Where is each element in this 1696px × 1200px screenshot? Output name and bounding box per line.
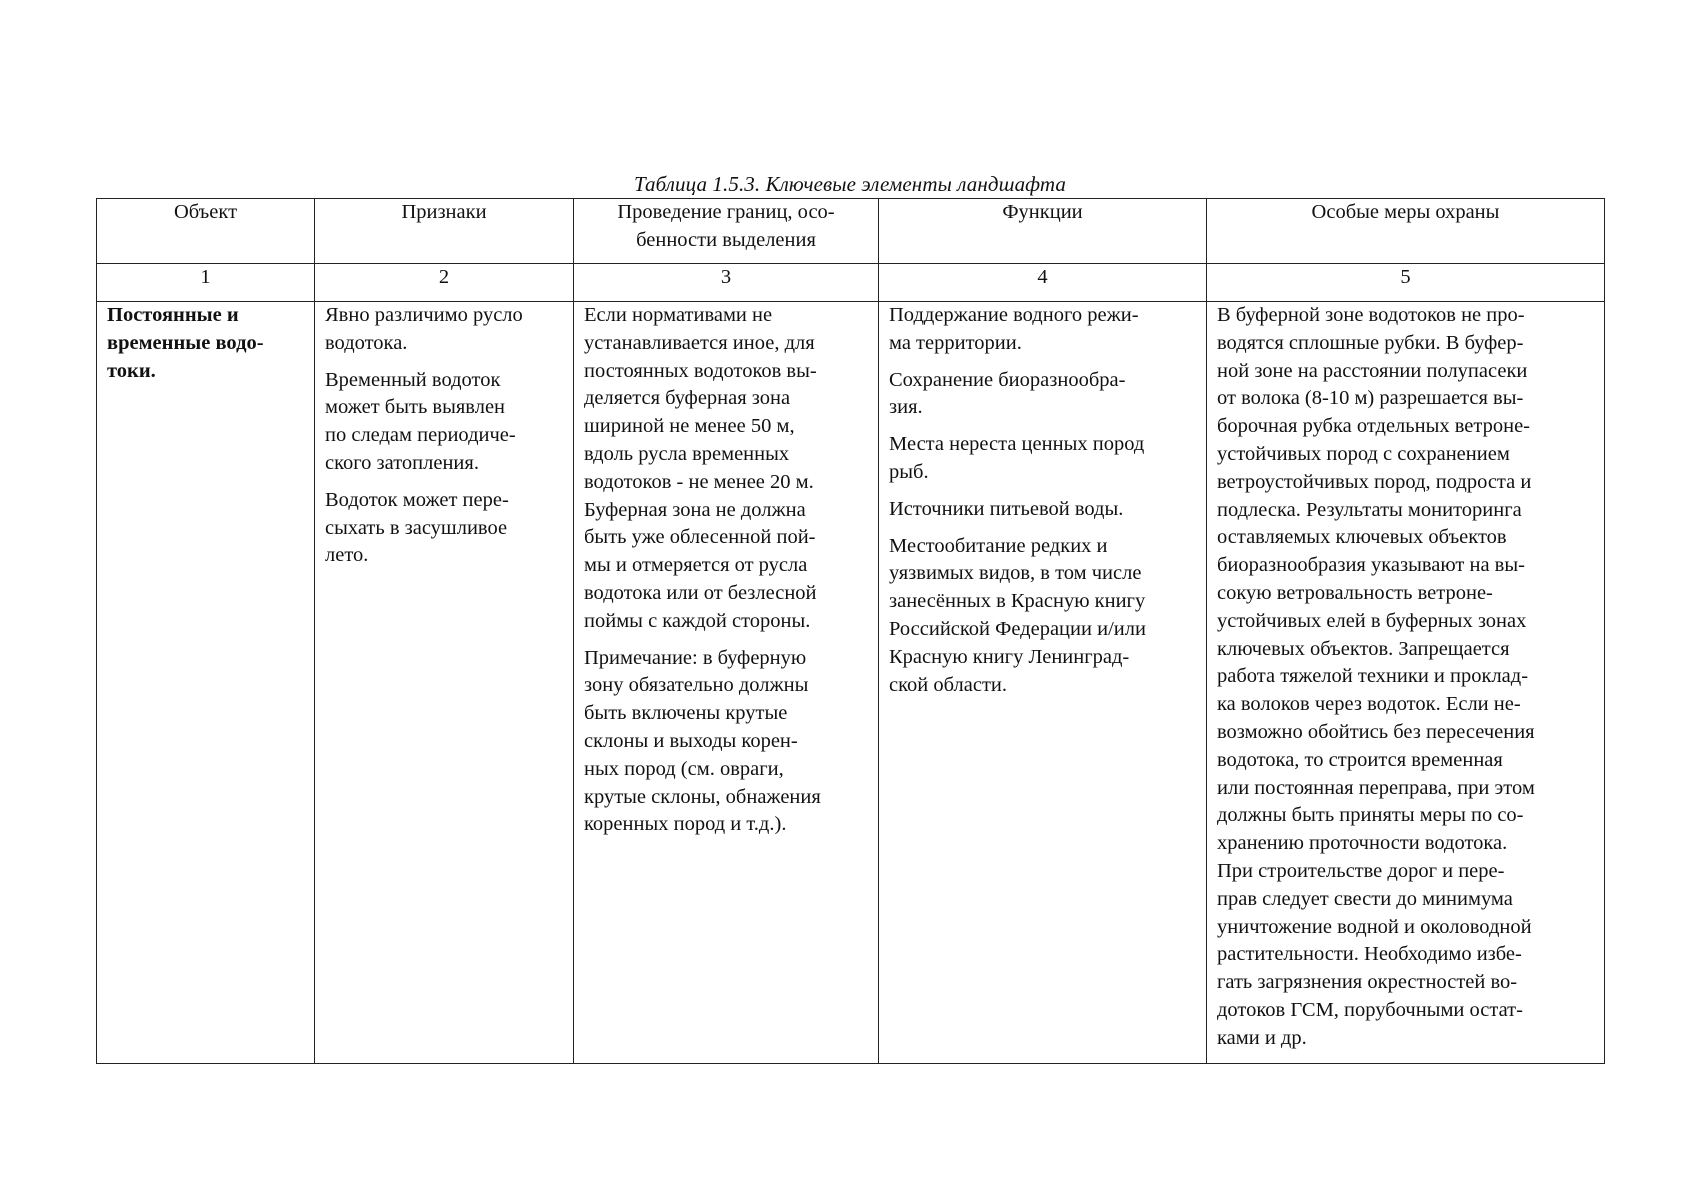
column-number: 5 (1207, 264, 1605, 302)
header-functions: Функции (879, 199, 1207, 264)
signs-paragraph: Водоток может пере- сыхать в засушливое лето. (325, 488, 509, 567)
cell-object (97, 302, 315, 1064)
object-name: Постоянные и временные водо- токи. (107, 304, 264, 382)
header-object: Объект (97, 199, 315, 264)
functions-paragraph: Поддержание водного режи- ма территории. (889, 304, 1139, 354)
cell-measures (1207, 302, 1605, 1064)
header-measures: Особые меры охраны (1207, 199, 1605, 264)
signs-paragraph: Временный водоток может быть выявлен по следам периодиче- ского затопления. (325, 368, 516, 474)
column-number-row (97, 264, 1605, 302)
column-number: 2 (315, 264, 574, 302)
landscape-elements-table (96, 198, 1605, 1064)
header-signs: Признаки (315, 199, 574, 264)
cell-signs (315, 302, 574, 1064)
cell-functions (879, 302, 1207, 1064)
functions-paragraph: Сохранение биоразнообра- зия. (889, 368, 1126, 419)
table-header-row (97, 199, 1605, 264)
measures-paragraph: В буферной зоне водотоков не про- водятся сплошные рубки. В буфер- ной зоне на расстоянии полупасеки от волока (8-10 м) разрешается вы- борочная рубка отдельных ветроне- устойчивых пород с сохранением ветроустойчивых пород, подроста и подлеска. Результаты мониторинга оставляемых ключевых объектов биоразнообразия указывают на вы- сокую ветровальность ветроне- устойчивых елей в буферных зонах ключевых объектов. Запрещается работа тяжелой техники и проклад- ка волоков через водоток. Если не- возможно обойтись без пересечения водотока, то строится временная или постоянная переправа, при этом должны быть приняты меры по со- хранению проточности водотока. При строительстве дорог и пере- прав следует свести до минимума уничтожение водной и околоводной растительности. Необходимо избе- гать загрязнения окрестностей во- дотоков ГСМ, порубочными остат- ками и др. (1217, 304, 1535, 1049)
column-number: 4 (879, 264, 1207, 302)
table-caption: Таблица 1.5.3. Ключевые элементы ландшафта (633, 172, 1067, 196)
header-boundaries: Проведение границ, осо- бенности выделения (574, 199, 879, 264)
signs-paragraph: Явно различимо русло водотока. (325, 304, 523, 354)
cell-boundaries (574, 302, 879, 1064)
functions-paragraph: Места нереста ценных пород рыб. (889, 433, 1145, 483)
functions-paragraph: Источники питьевой воды. (889, 497, 1124, 520)
boundaries-note: Примечание: в буферную зону обязательно должны быть включены крутые склоны и выходы корен- ных пород (см. овраги, крутые склоны, обнажения коренных пород и т.д.). (584, 646, 821, 836)
boundaries-paragraph: Если нормативами не устанавливается иное, для постоянных водотоков вы- деляется буферная зона шириной не менее 50 м, вдоль русла временных водотоков - не менее 20 м. Буферная зона не должна быть уже облесенной пой- мы и отмеряется от русла водотока или от безлесной поймы с каждой стороны. (584, 304, 817, 632)
column-number: 1 (97, 264, 315, 302)
functions-paragraph: Местообитание редких и уязвимых видов, в том числе занесённых в Красную книгу Российской Федерации и/или Красную книгу Ленинград- ской области. (889, 534, 1146, 696)
table-row-watercourses (97, 302, 1605, 1064)
column-number: 3 (574, 264, 879, 302)
